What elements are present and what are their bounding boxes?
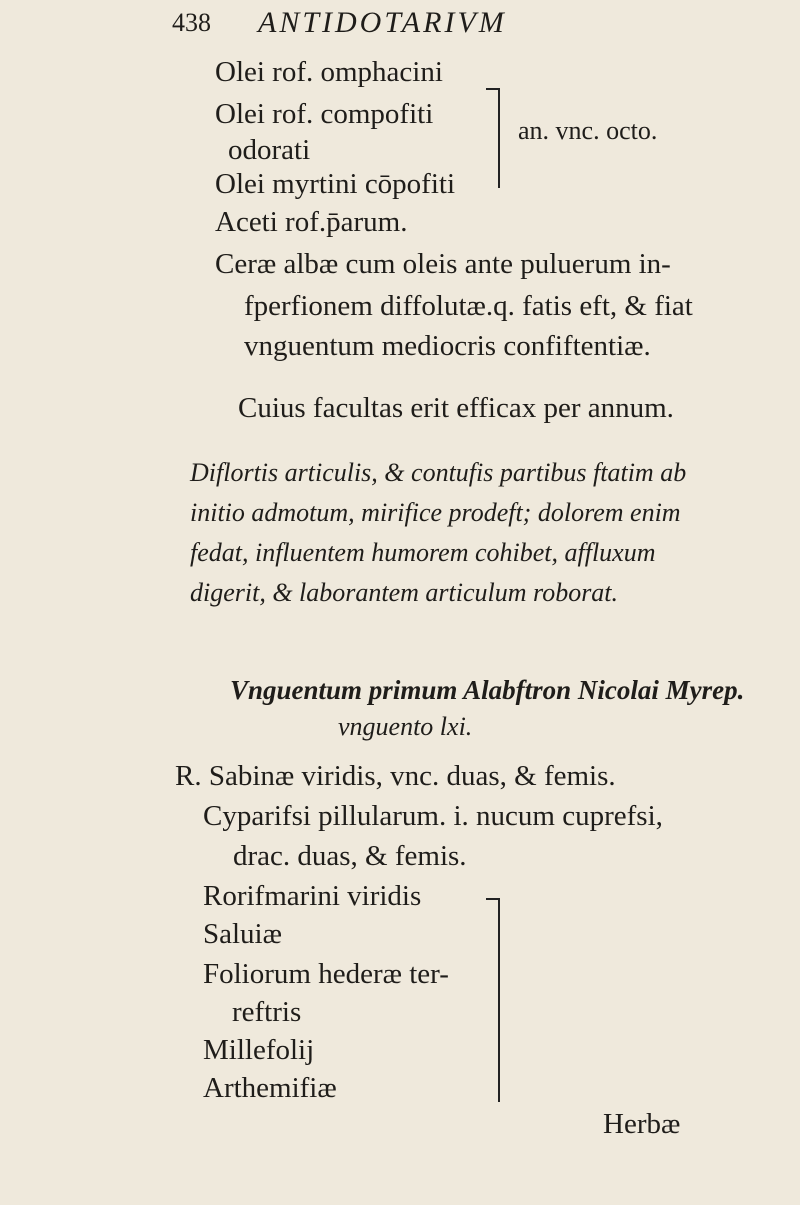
recipe1-para-line2: fperfionem diffolutæ.q. fatis eft, & fiat [244,290,693,322]
catchword: Herbæ [603,1108,681,1140]
herb-item: Millefolij [203,1034,315,1066]
recipe1-line1: Olei rof. omphacini [215,56,443,88]
recipe2-line2: Cyparifsi pillularum. i. nucum cuprefsi, [203,800,663,832]
recipe2-line1: R. Sabinæ viridis, vnc. duas, & femis. [175,760,616,792]
virtues-line1: Diflortis articulis, & contufis partibus ftatim ab [190,458,687,487]
page-number: 438 [172,8,211,37]
recipe1-line3: odorati [228,134,311,166]
herb-item: reftris [232,996,302,1028]
quantity-note: an. vnc. octo. [518,116,658,145]
recipe1-line4: Olei myrtini cōpofiti [215,168,456,200]
herb-item: Foliorum hederæ ter- [203,958,449,990]
recipe2-title-line1: Vnguentum primum Alabftron Nicolai Myrep. [230,675,745,705]
running-title: ANTIDOTARIVM [258,6,507,39]
faculty-line: Cuius facultas erit efficax per annum. [238,392,674,424]
herb-item: Arthemifiæ [203,1072,337,1104]
recipe2-title-line2: vnguento lxi. [338,712,473,741]
herb-bracket [486,898,500,1102]
recipe1-para-line1: Ceræ albæ cum oleis ante puluerum in- [215,248,671,280]
recipe1-line2: Olei rof. compofiti [215,98,434,130]
virtues-line2: initio admotum, mirifice prodeft; dolorem enim [190,498,681,527]
herb-item: Rorifmarini viridis [203,880,422,912]
quantity-bracket [486,88,500,188]
recipe2-line3: drac. duas, & femis. [233,840,467,872]
virtues-line3: fedat, influentem humorem cohibet, affluxum [190,538,656,567]
herb-item: Saluiæ [203,918,282,950]
recipe1-line5: Aceti rof.p̄arum. [215,206,408,238]
recipe1-para-line3: vnguentum mediocris confiftentiæ. [244,330,651,362]
virtues-line4: digerit, & laborantem articulum roborat. [190,578,619,607]
